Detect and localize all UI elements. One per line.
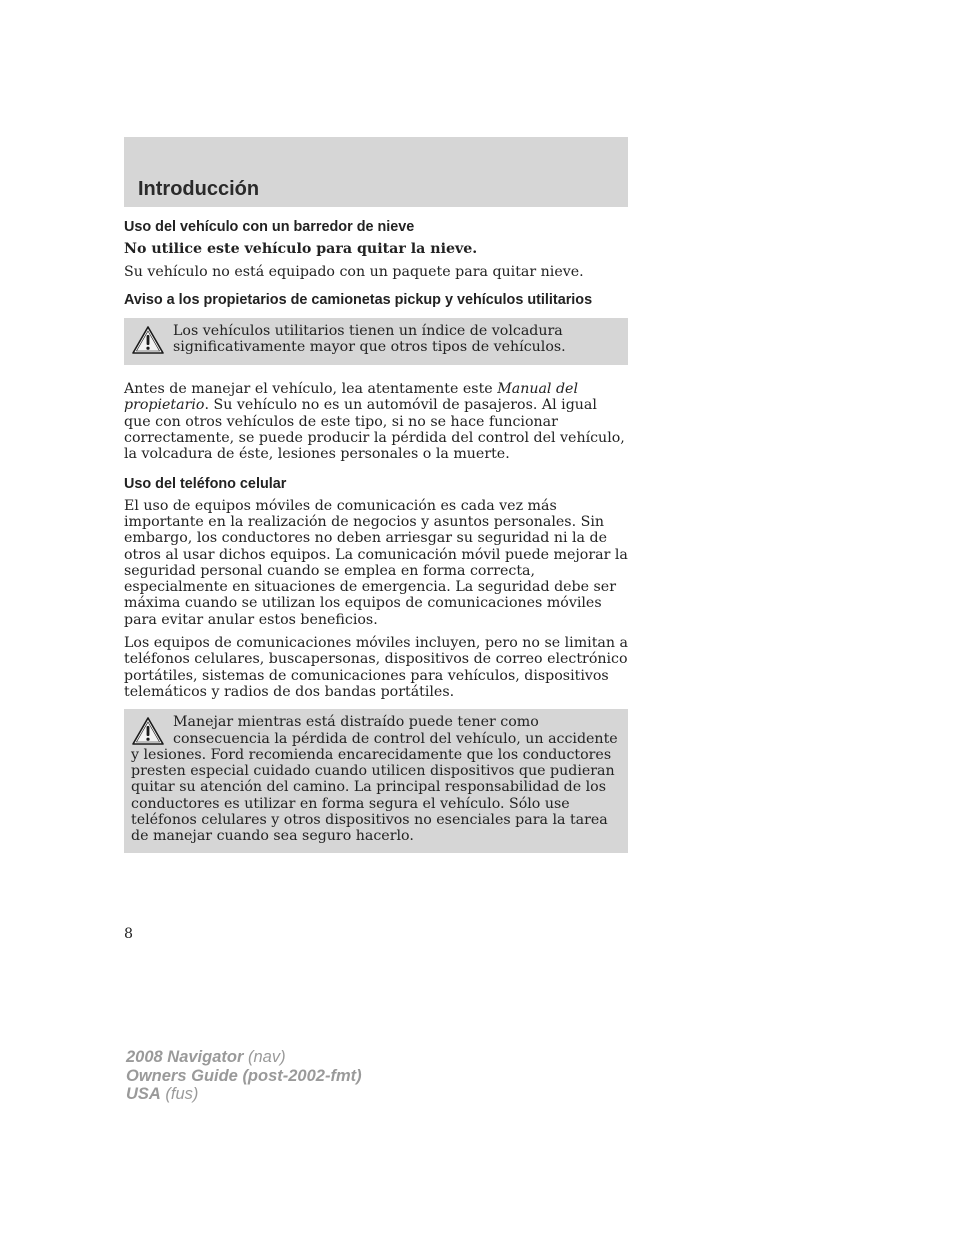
section-heading-snowplow: Uso del vehículo con un barredor de nieve <box>124 219 415 235</box>
footer-market-code: (fus) <box>160 1085 199 1103</box>
document-footer <box>126 1048 362 1104</box>
phone-paragraph-1: El uso de equipos móviles de comunicación es cada vez más importante en la realización de negocios y asuntos personales. Sin embargo, los conductores no deben arriesgar su seguridad ni la de otros al usar dichos equipos. La comunicación móvil puede mejorar la seguridad personal cuando se emplea en forma correcta, especialmente en situaciones de emergencia. La seguridad debe ser máxima cuando se utilizan los equipos de comunicaciones móviles para evitar anular estos beneficios. <box>124 497 628 628</box>
warning-triangle-icon <box>131 716 165 746</box>
page-number: 8 <box>124 926 134 942</box>
section-heading-utility: Aviso a los propietarios de camionetas pickup y vehículos utilitarios <box>124 291 593 308</box>
footer-model-code: (nav) <box>243 1048 286 1066</box>
footer-model: 2008 Navigator <box>126 1048 244 1066</box>
snowplow-bold-notice: No utilice este vehículo para quitar la nieve. <box>124 241 478 257</box>
utility-paragraph <box>124 381 628 462</box>
warning-box-distraction <box>124 709 628 852</box>
phone-paragraph-2: Los equipos de comunicaciones móviles incluyen, pero no se limitan a teléfonos celulares, buscapersonas, dispositivos de correo electrónico portátiles, sistemas de comunicaciones para vehículos, dispositivos telemáticos y radios de dos bandas portátiles. <box>124 635 628 700</box>
footer-guide: Owners Guide (post-2002-fmt) <box>126 1066 362 1085</box>
footer-market: USA <box>126 1085 161 1103</box>
warning-triangle-icon <box>131 325 165 355</box>
chapter-header-band <box>124 137 628 207</box>
chapter-title: Introducción <box>138 178 260 200</box>
footer-line-1 <box>126 1048 362 1067</box>
utility-text-after: . Su vehículo no es un automóvil de pasajeros. Al igual que con otros vehículos de este tipo, si no se hace funcionar correctamente, se puede producir la pérdida del control del vehículo, la volcadura de éste, lesiones personales o la muerte. <box>124 397 625 463</box>
warning-text-distraction: Manejar mientras está distraído puede tener como consecuencia la pérdida de control del vehículo, un accidente y lesiones. Ford recomienda encarecidamente que los conductores presten especial cuidado cuando utilicen dispositivos que pudieran quitar su atención del camino. La principal responsabilidad de los conductores es utilizar en forma segura el vehículo. Sólo use teléfonos celulares y otros dispositivos no esenciales para la tarea de manejar cuando sea seguro hacerlo. <box>131 714 618 845</box>
warning-text-rollover: Los vehículos utilitarios tienen un índice de volcadura significativamente mayor que otros tipos de vehículos. <box>173 322 566 355</box>
warning-box-rollover <box>124 318 628 366</box>
footer-line-3 <box>126 1085 362 1104</box>
footer-line-2 <box>126 1067 362 1086</box>
manual-title-italic: Manual del propietario <box>124 381 578 414</box>
snowplow-paragraph: Su vehículo no está equipado con un paquete para quitar nieve. <box>124 264 584 281</box>
utility-text-before: Antes de manejar el vehículo, lea atentamente este <box>124 381 498 398</box>
page-content <box>124 219 628 869</box>
section-heading-phone: Uso del teléfono celular <box>124 475 287 492</box>
